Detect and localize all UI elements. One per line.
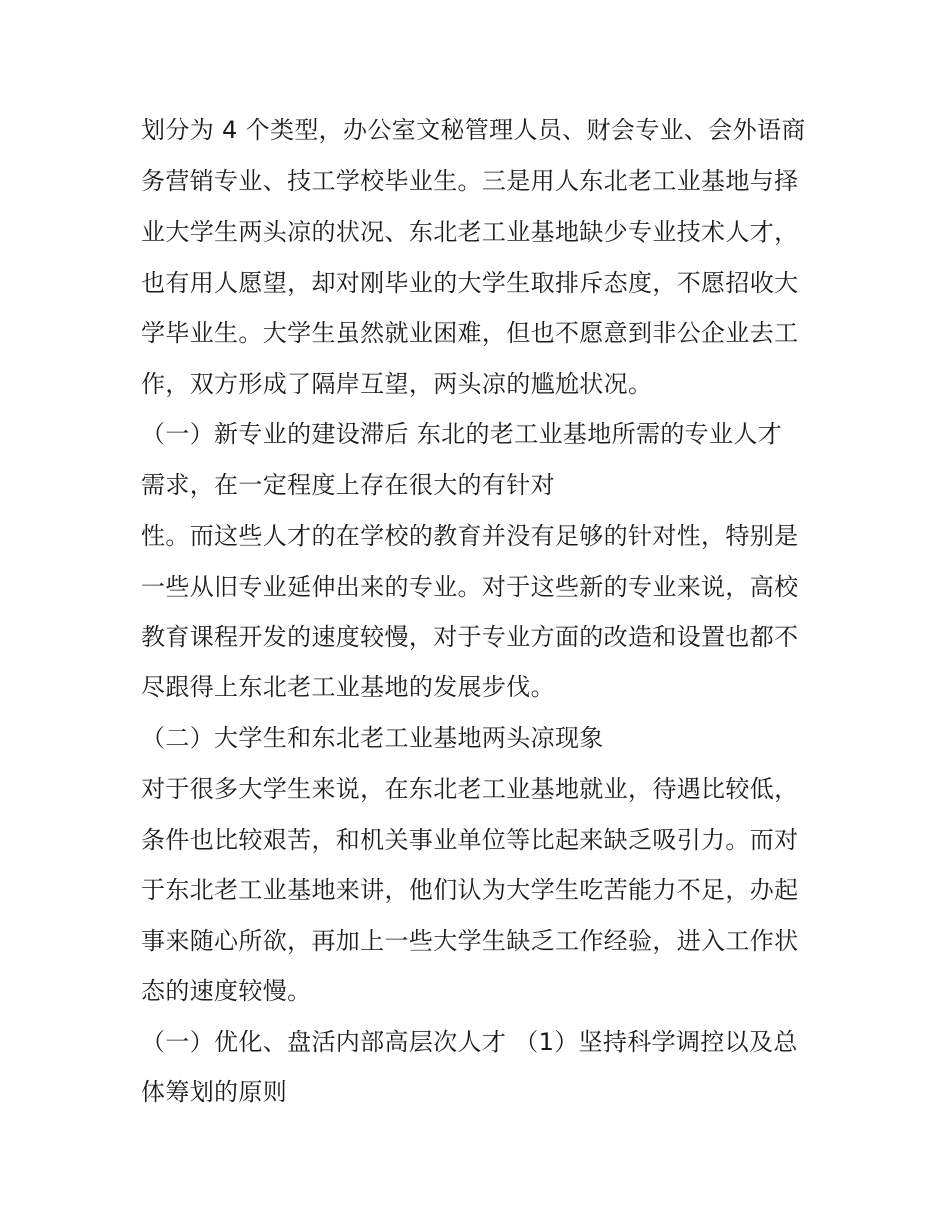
text-line-3: 业大学生两头凉的状况、东北老工业基地缺少专业技术人才， <box>141 218 799 246</box>
text-line-4: 也有用人愿望，却对刚毕业的大学生取排斥态度，不愿招收大 <box>141 269 799 297</box>
text-line-6: 作，双方形成了隔岸互望，两头凉的尴尬状况。 <box>141 370 653 398</box>
text-line-2: 务营销专业、技工学校毕业生。三是用人东北老工业基地与择 <box>141 167 799 195</box>
section-heading-new-majors: （一）新专业的建设滞后 东北的老工业基地所需的专业人才 <box>141 420 783 448</box>
text-line-11: 教育课程开发的速度较慢，对于专业方面的改造和设置也都不 <box>141 623 799 651</box>
text-line-17: 事来随心所欲，再加上一些大学生缺乏工作经验，进入工作状 <box>141 927 799 955</box>
text-line-10: 一些从旧专业延伸出来的专业。对于这些新的专业来说，高校 <box>141 573 799 601</box>
text-line-5: 学毕业生。大学生虽然就业困难，但也不愿意到非公企业去工 <box>141 319 799 347</box>
text-line-16: 于东北老工业基地来讲，他们认为大学生吃苦能力不足，办起 <box>141 876 799 904</box>
text-line-8: 需求，在一定程度上存在很大的有针对 <box>141 471 555 499</box>
text-line-14: 对于很多大学生来说，在东北老工业基地就业，待遇比较低， <box>141 775 799 803</box>
text-line-9: 性。而这些人才的在学校的教育并没有足够的针对性，特别是 <box>141 522 799 550</box>
section-heading-optimize-talent: （一）优化、盘活内部高层次人才 （1）坚持科学调控以及总 <box>141 1028 798 1056</box>
text-line-12: 尽跟得上东北老工业基地的发展步伐。 <box>141 673 555 701</box>
text-line-15: 条件也比较艰苦，和机关事业单位等比起来缺乏吸引力。而对 <box>141 826 799 854</box>
text-line-1: 划分为 4 个类型，办公室文秘管理人员、财会专业、会外语商 <box>141 116 806 144</box>
section-heading-two-sides-cold: （二）大学生和东北老工业基地两头凉现象 <box>141 724 604 752</box>
text-line-18: 态的速度较慢。 <box>141 977 312 1005</box>
text-line-20: 体筹划的原则 <box>141 1078 288 1106</box>
